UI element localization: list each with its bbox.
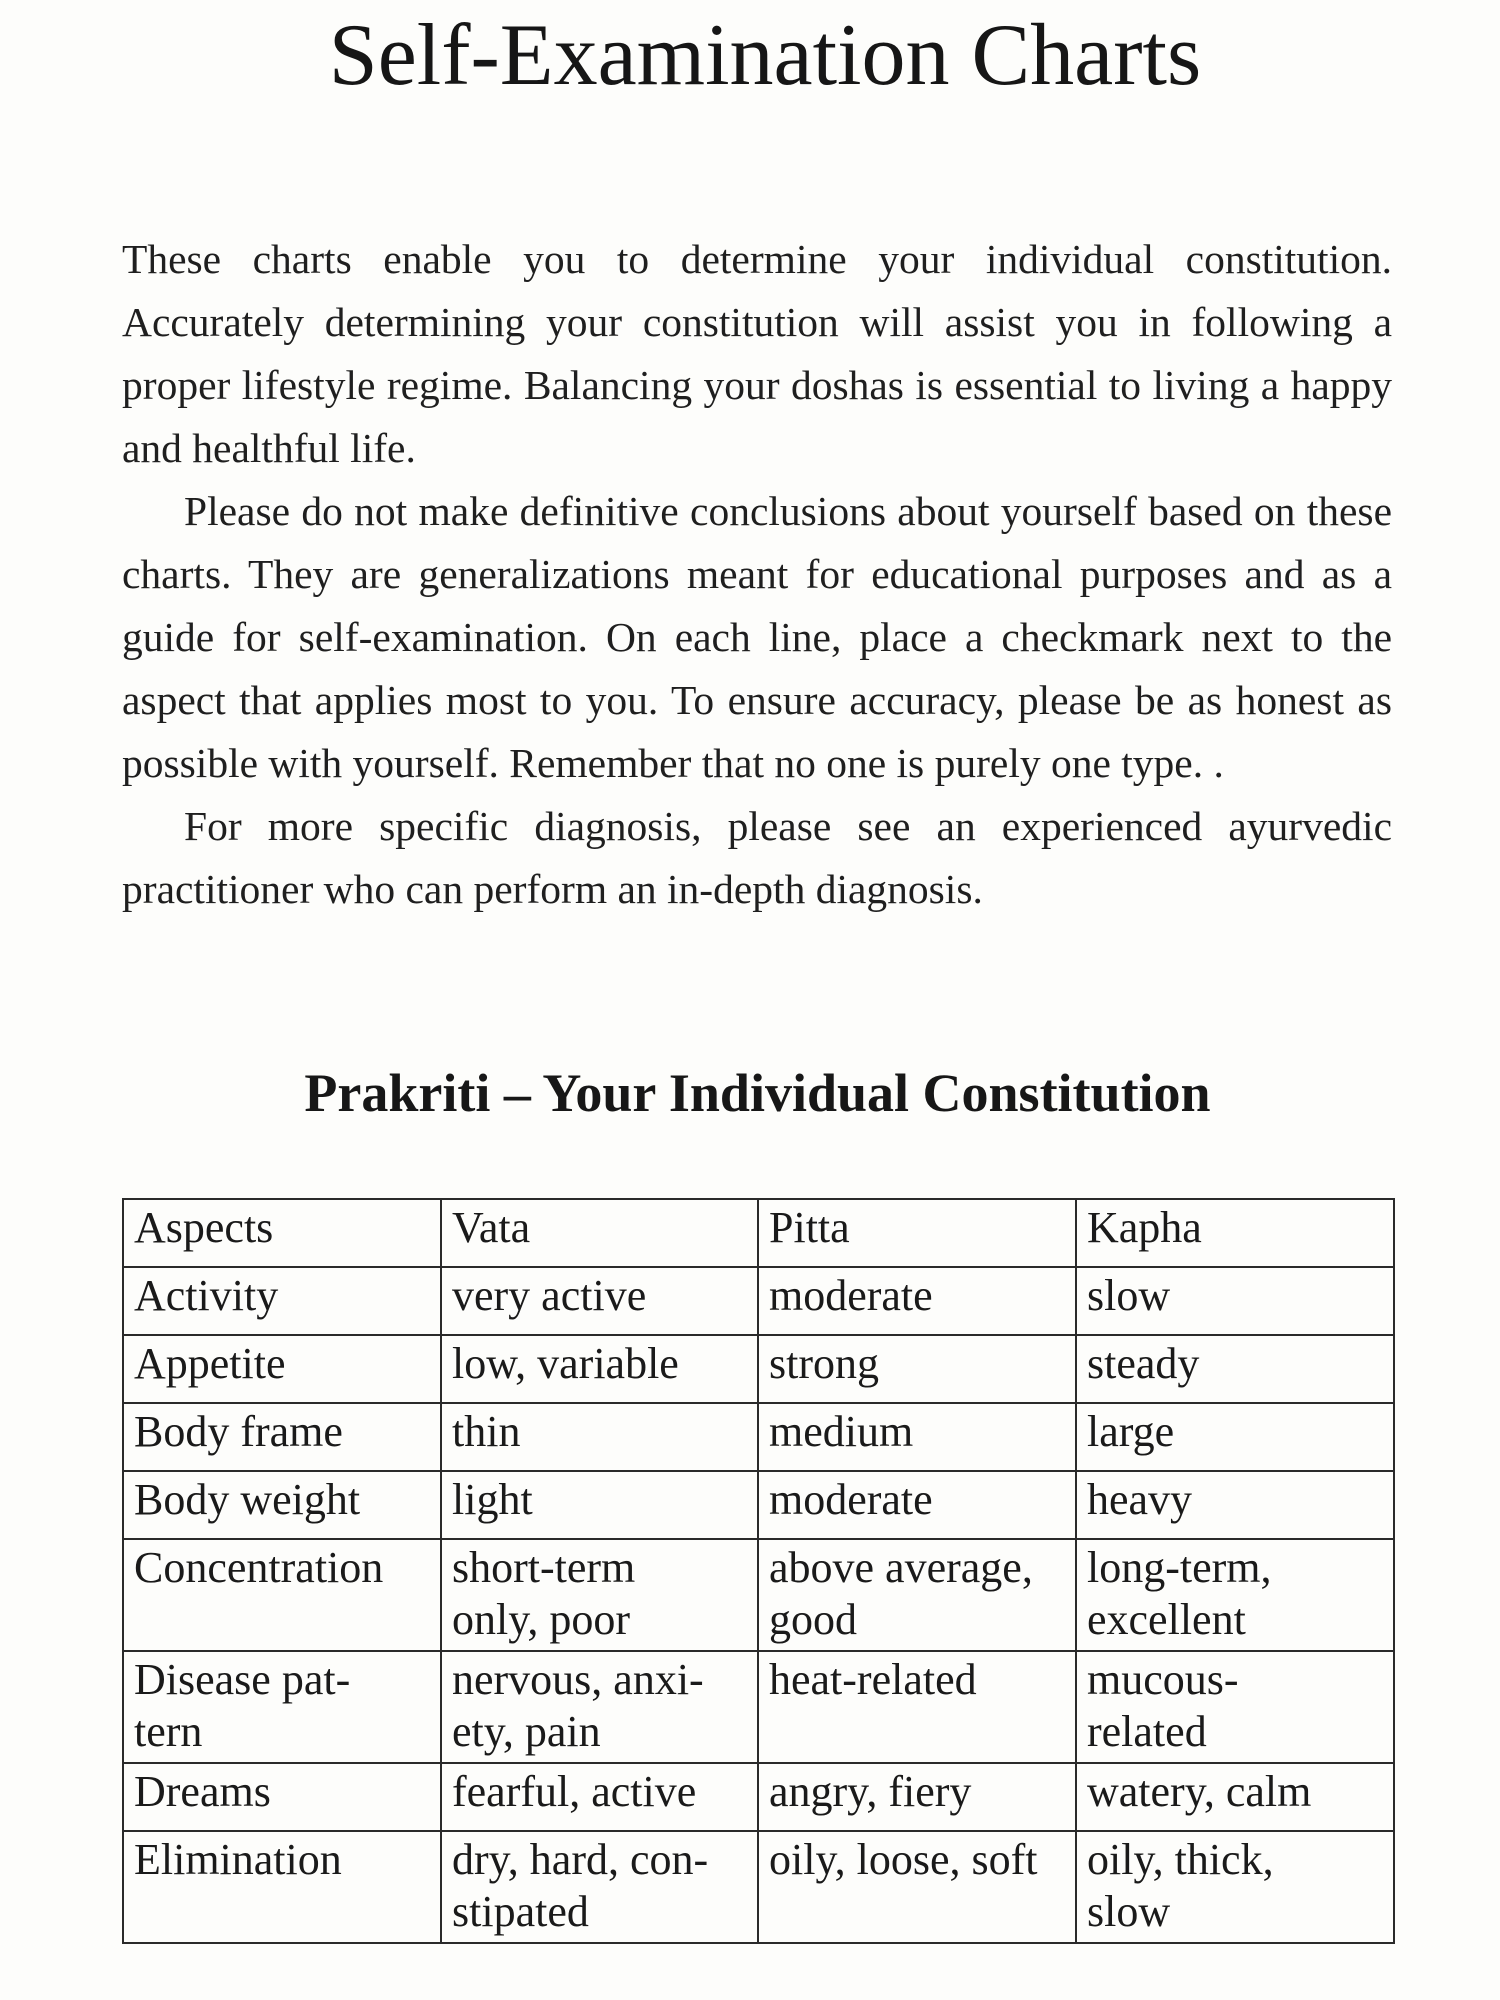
page-title: Self-Examination Charts xyxy=(328,7,1202,104)
pitta-cell: medium xyxy=(758,1403,1076,1471)
constitution-table xyxy=(122,1198,1395,1944)
table-row-dreams xyxy=(123,1763,1394,1831)
pitta-cell: heat-related xyxy=(758,1651,1076,1763)
kapha-cell: watery, calm xyxy=(1076,1763,1394,1831)
table-row-body-weight xyxy=(123,1471,1394,1539)
kapha-cell: steady xyxy=(1076,1335,1394,1403)
intro-text xyxy=(122,228,1392,921)
table-title: Prakriti – Your Individual Constitution xyxy=(304,1063,1211,1123)
intro-paragraph-3: For more specific diagnosis, please see an experienced ayurvedic practitioner who can perform an in-depth diagnosis. xyxy=(122,803,1392,912)
kapha-cell: heavy xyxy=(1076,1471,1394,1539)
vata-cell: dry, hard, con- stipated xyxy=(441,1831,758,1943)
aspect-cell: Body weight xyxy=(123,1471,441,1539)
kapha-cell: oily, thick, slow xyxy=(1076,1831,1394,1943)
intro-paragraph-1: These charts enable you to determine your individual constitution. Accurately determining your constitution will assist you in following a proper lifestyle regime. Balancing your doshas is essential to living a happy and healthful life. xyxy=(122,236,1392,471)
header-cell-aspects: Aspects xyxy=(123,1199,441,1267)
table-row-appetite xyxy=(123,1335,1394,1403)
aspect-cell: Concentration xyxy=(123,1539,441,1651)
aspect-cell: Elimination xyxy=(123,1831,441,1943)
table-row-activity xyxy=(123,1267,1394,1335)
kapha-cell: long-term, excellent xyxy=(1076,1539,1394,1651)
vata-cell: thin xyxy=(441,1403,758,1471)
table-row-elimination xyxy=(123,1831,1394,1943)
table-header-row xyxy=(123,1199,1394,1267)
header-cell-kapha: Kapha xyxy=(1076,1199,1394,1267)
kapha-cell: large xyxy=(1076,1403,1394,1471)
table-row-body-frame xyxy=(123,1403,1394,1471)
vata-cell: fearful, active xyxy=(441,1763,758,1831)
vata-cell: light xyxy=(441,1471,758,1539)
aspect-cell: Activity xyxy=(123,1267,441,1335)
vata-cell: short-term only, poor xyxy=(441,1539,758,1651)
vata-cell: low, variable xyxy=(441,1335,758,1403)
aspect-cell: Dreams xyxy=(123,1763,441,1831)
intro-paragraph-2: Please do not make definitive conclusions about yourself based on these charts. They are generalizations meant for educational purposes and as a guide for self-examination. On each line, place a checkmark next to the aspect that applies most to you. To ensure accuracy, please be as honest as possible with yourself. Remember that no one is purely one type. . xyxy=(122,488,1392,786)
pitta-cell: moderate xyxy=(758,1471,1076,1539)
kapha-cell: mucous- related xyxy=(1076,1651,1394,1763)
pitta-cell: above average, good xyxy=(758,1539,1076,1651)
kapha-cell: slow xyxy=(1076,1267,1394,1335)
vata-cell: very active xyxy=(441,1267,758,1335)
table-row-disease-pattern xyxy=(123,1651,1394,1763)
aspect-cell: Body frame xyxy=(123,1403,441,1471)
pitta-cell: oily, loose, soft xyxy=(758,1831,1076,1943)
header-cell-vata: Vata xyxy=(441,1199,758,1267)
aspect-cell: Appetite xyxy=(123,1335,441,1403)
table-row-concentration xyxy=(123,1539,1394,1651)
pitta-cell: angry, fiery xyxy=(758,1763,1076,1831)
pitta-cell: strong xyxy=(758,1335,1076,1403)
pitta-cell: moderate xyxy=(758,1267,1076,1335)
aspect-cell: Disease pat- tern xyxy=(123,1651,441,1763)
vata-cell: nervous, anxi- ety, pain xyxy=(441,1651,758,1763)
header-cell-pitta: Pitta xyxy=(758,1199,1076,1267)
